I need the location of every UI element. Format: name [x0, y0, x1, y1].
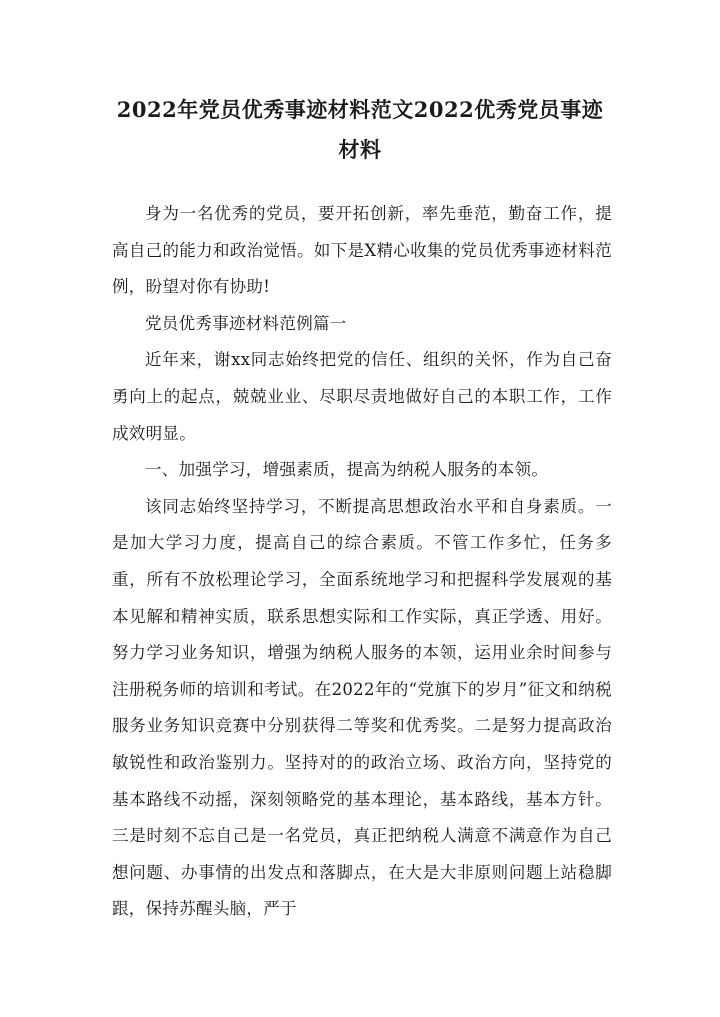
body-paragraph: 该同志始终坚持学习，不断提高思想政治水平和自身素质。一是加大学习力度，提高自己的综合素质。不管工作多忙，任务多重，所有不放松理论学习，全面系统地学习和把握科学发展观的基本见解和精神实质，联系思想实际和工作实际，真正学透、用好。努力学习业务知识，增强为纳税人服务的本领，运用业余时间参与注册税务师的培训和考试。在2022年的“党旗下的岁月”征文和纳税服务业务知识竞赛中分别获得二等奖和优秀奖。二是努力提高政治敏锐性和政治鉴别力。坚持对的的政治立场、政治方向，坚持党的基本路线不动摇，深刻领略党的基本理论，基本路线，基本方针。三是时刻不忘自己是一名党员，真正把纳税人满意不满意作为自己想问题、办事情的出发点和落脚点，在大是大非原则问题上站稳脚跟，保持苏醒头脑，严于 [112, 496, 612, 919]
document-title: 2022年党员优秀事迹材料范文2022优秀党员事迹材料 [116, 97, 604, 162]
intro-paragraph: 身为一名优秀的党员，要开拓创新，率先垂范，勤奋工作，提高自己的能力和政治觉悟。如下是X精心收集的党员优秀事迹材料范例，盼望对你有协助! [112, 204, 612, 297]
document-body [112, 196, 612, 928]
body-paragraph: 近年来，谢xx同志始终把党的信任、组织的关怀，作为自己奋勇向上的起点，兢兢业业、尽职尽责地做好自己的本职工作，工作成效明显。 [112, 350, 612, 443]
section-heading: 党员优秀事迹材料范例篇一 [145, 313, 347, 333]
subsection-heading: 一、加强学习，增强素质，提高为纳税人服务的本领。 [145, 460, 549, 480]
